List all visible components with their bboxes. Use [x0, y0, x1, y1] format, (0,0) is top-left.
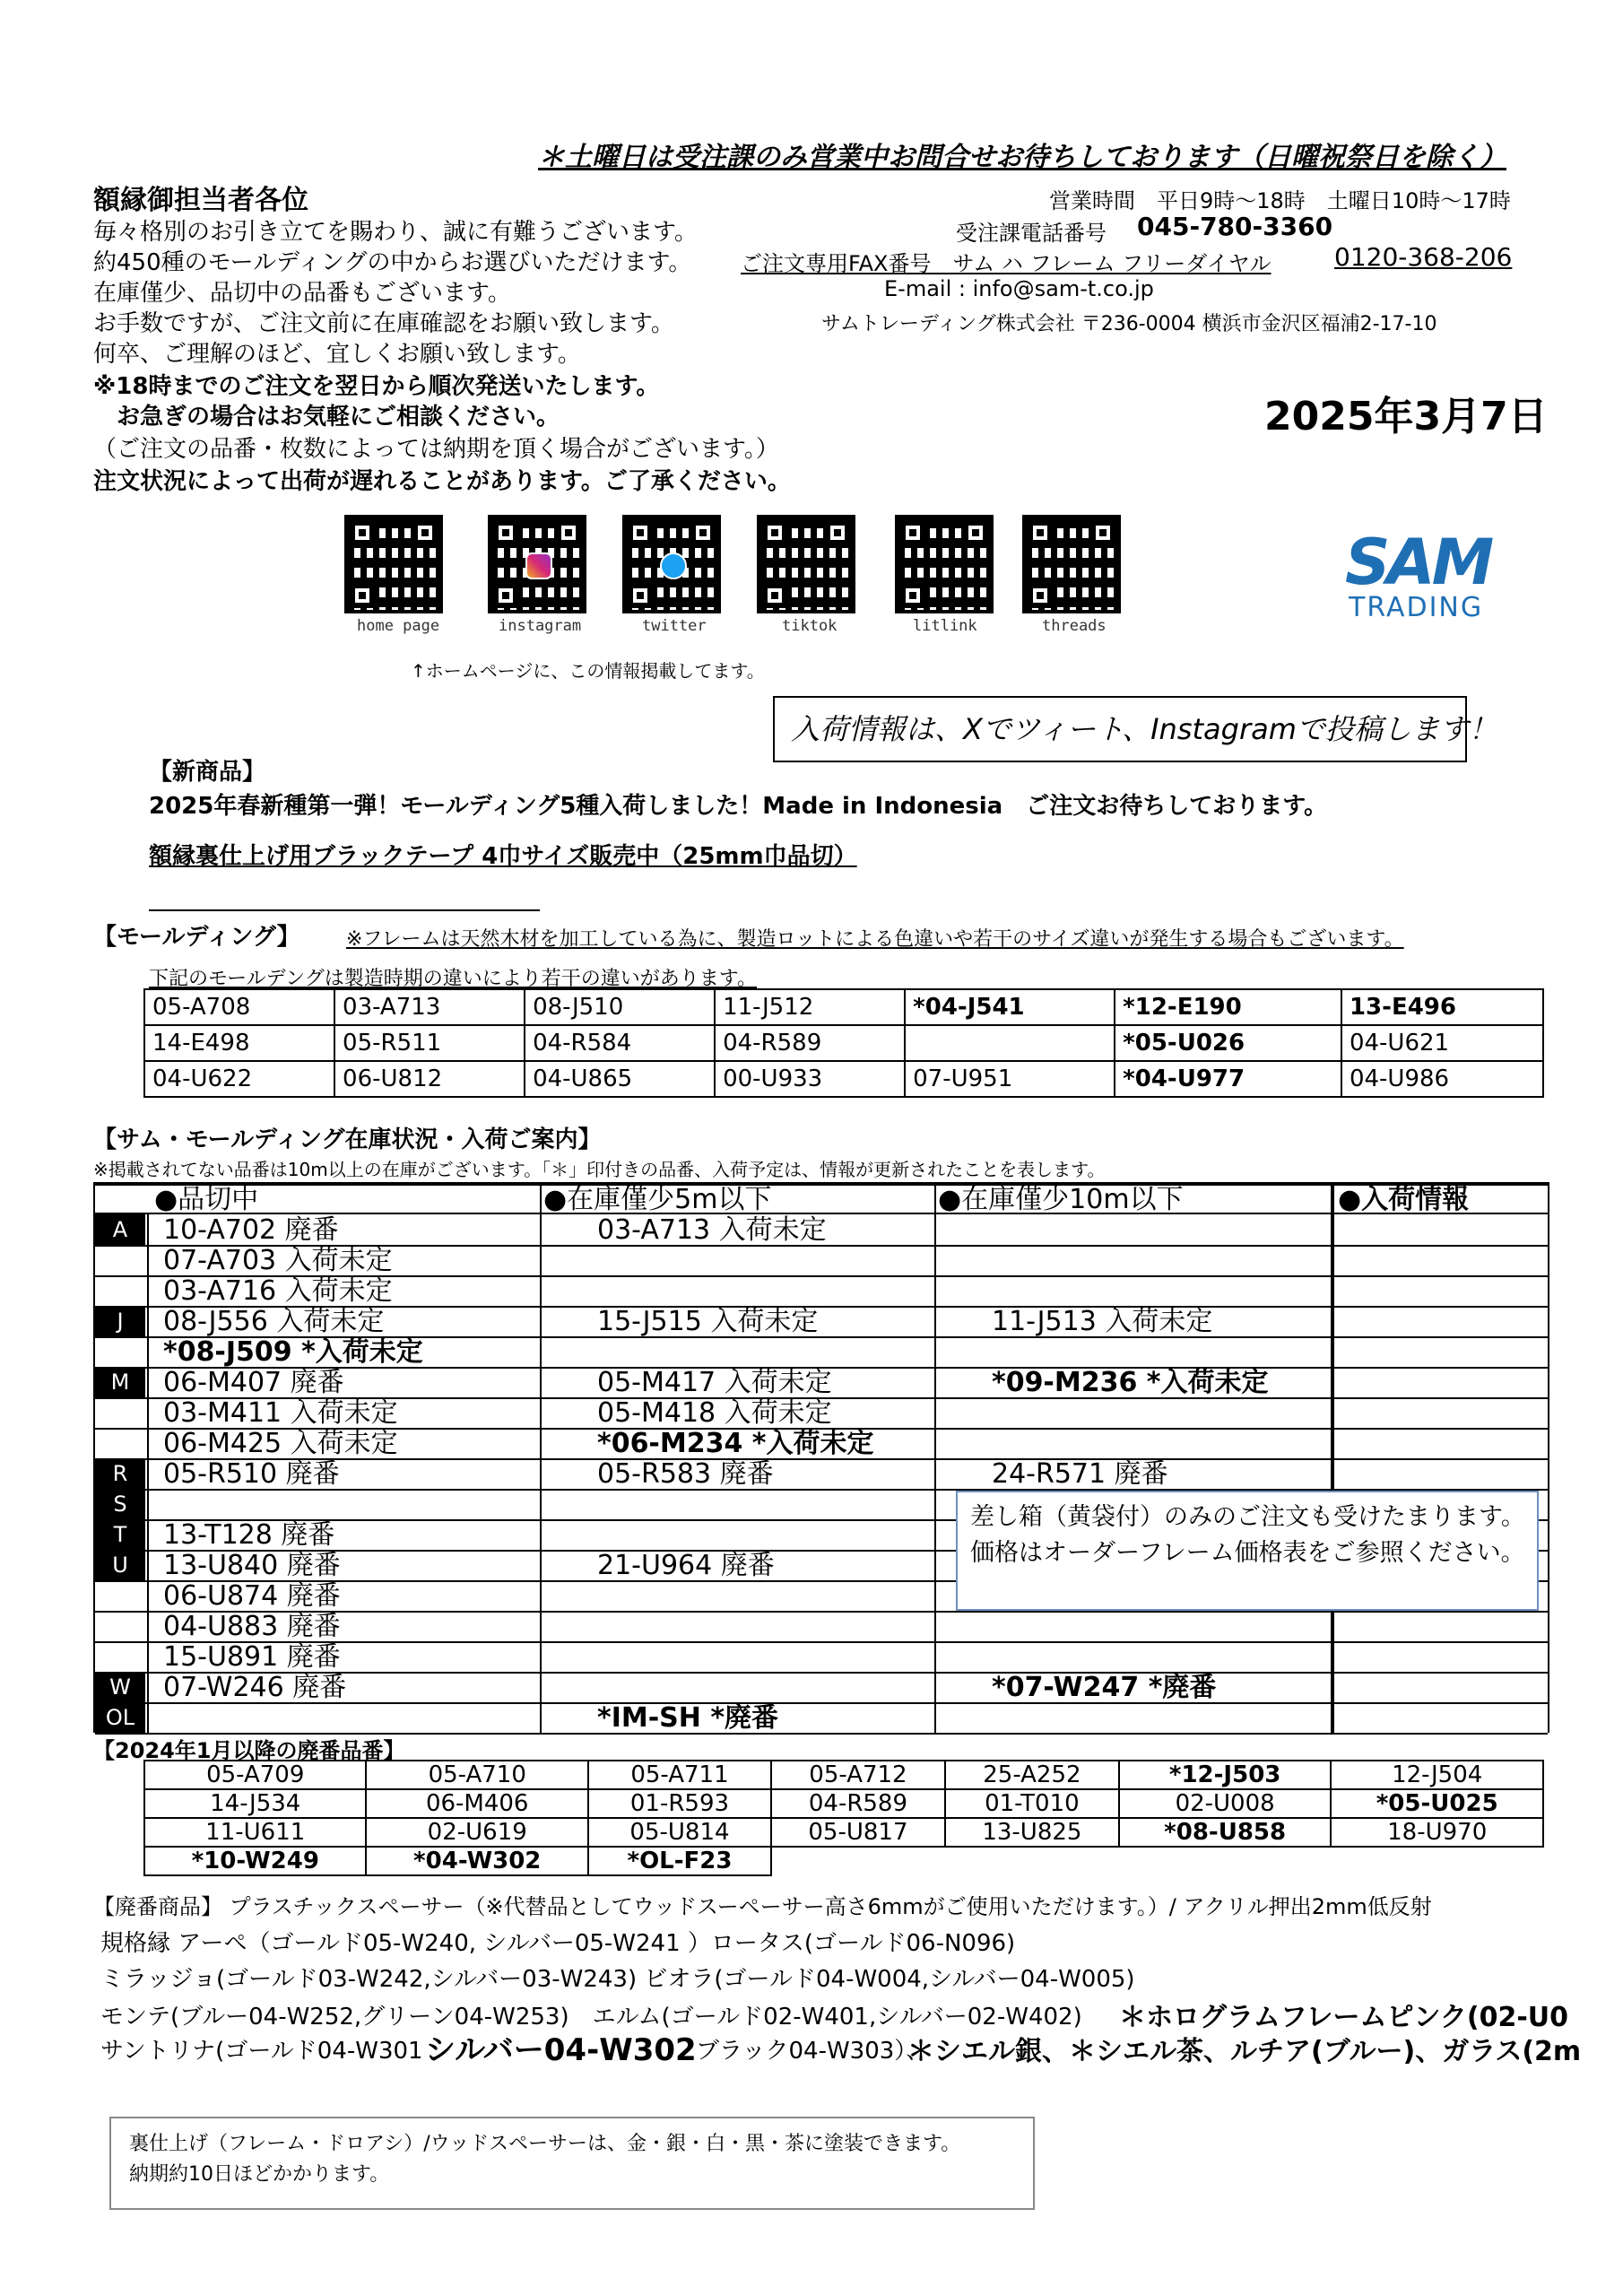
stock-note: ※掲載されてない品番は10m以上の在庫がございます。「＊」印付きの品番、入荷予定は、情報が更新されたことを表します。: [93, 1159, 1106, 1180]
table-cell: *05-U026: [1115, 1025, 1341, 1061]
stock-cell: *IM-SH *廃番: [597, 1702, 779, 1734]
table-cell: *10-W249: [144, 1847, 366, 1875]
stock-cell: 11-J513 入荷未定: [992, 1306, 1213, 1337]
new-products-title: 【新商品】: [149, 759, 266, 786]
stock-row-label: M: [95, 1367, 145, 1397]
table-cell: 04-R589: [715, 1025, 905, 1061]
stock-row: [95, 1611, 1548, 1643]
stock-row: [95, 1214, 1548, 1247]
stock-row-label: J: [95, 1306, 145, 1336]
stock-cell: 03-A716 入荷未定: [163, 1275, 393, 1307]
fax-number: 0120-368-206: [1334, 242, 1513, 272]
stock-row: [95, 1641, 1548, 1674]
table-row: [144, 989, 1543, 1025]
stock-row: [95, 1702, 1548, 1735]
table-cell: 02-U008: [1119, 1789, 1332, 1818]
greeting-title: 額縁御担当者各位: [93, 185, 308, 216]
discontinued-goods-line: サントリナ(ゴールド04-W301: [100, 2038, 423, 2065]
table-cell: 04-R589: [771, 1789, 945, 1818]
discontinued-goods-line: ミラッジョ(ゴールド03-W242,シルバー03-W243) ビオラ(ゴールド04-W004,シルバー04-W005): [100, 1966, 1135, 1993]
stock-cell: *09-M236 *入荷未定: [992, 1367, 1269, 1398]
discontinued-goods-hologram: ＊ホログラムフレームピンク(02-U0: [1119, 2002, 1569, 2033]
stock-row-label: T: [95, 1519, 145, 1550]
stock-row: [95, 1306, 1548, 1338]
body-line: お急ぎの場合はお気軽にご相談ください。: [93, 404, 560, 430]
moulding-note: ※フレームは天然木材を加工している為に、製造ロットによる色違いや若干のサイズ違いが発生する場合もございます。: [346, 928, 1404, 951]
table-cell: 05-A710: [366, 1761, 587, 1789]
table-cell: 05-R511: [334, 1025, 525, 1061]
business-hours: 営業時間 平日9時～18時 土曜日10時～17時: [1049, 188, 1511, 213]
moulding-table: [143, 988, 1544, 1098]
new-products-line: 2025年春新種第一弾！モールディング5種入荷しました！Made in Indonesia ご注文お待ちしております。: [149, 793, 1328, 820]
table-cell: 14-J534: [144, 1789, 366, 1818]
stock-row-label: A: [95, 1214, 145, 1245]
body-line: 約450種のモールディングの中からお選びいただけます。: [93, 249, 692, 276]
table-cell: 14-E498: [144, 1025, 334, 1061]
table-cell: 04-U622: [144, 1061, 334, 1097]
qr-code-threads[interactable]: [1022, 515, 1121, 613]
stock-cell: 10-A702 廃番: [163, 1214, 339, 1246]
table-cell: 18-U970: [1331, 1818, 1543, 1847]
discontinued-goods-line: 【廃番商品】 プラスチックスペーサー（※代替品としてウッドスーペーサー高さ6mmがご使用いただけます。）/ アクリル押出2mm低反射: [93, 1894, 1432, 1919]
stock-title: 【サム・モールディング在庫状況・入荷ご案内】: [93, 1126, 602, 1153]
stock-cell: 08-J556 入荷未定: [163, 1306, 385, 1337]
stock-cell: 06-M407 廃番: [163, 1367, 344, 1398]
footer-line: 納期約10日ほどかかります。: [129, 2163, 390, 2186]
table-cell: 11-J512: [715, 989, 905, 1025]
logo-trading: TRADING: [1349, 592, 1484, 623]
stock-cell: 03-A713 入荷未定: [597, 1214, 827, 1246]
body-line: 注文状況によって出荷が遅れることがあります。ご了承ください。: [93, 468, 791, 495]
stock-row-label: W: [95, 1672, 145, 1702]
table-cell: 08-J510: [525, 989, 715, 1025]
discontinued-table: [143, 1760, 1544, 1876]
table-cell: 12-J504: [1331, 1761, 1543, 1789]
discontinued-goods-silver: シルバー04-W302: [425, 2032, 697, 2068]
stock-row: [95, 1397, 1548, 1430]
table-row: [144, 1761, 1543, 1789]
stock-cell: 07-A703 入荷未定: [163, 1245, 393, 1276]
body-line: 在庫僅少、品切中の品番もございます。: [93, 280, 511, 307]
callout-box: [956, 1491, 1539, 1611]
qr-label: home page: [357, 617, 440, 635]
table-cell: 13-U825: [945, 1818, 1119, 1847]
table-cell: 05-A709: [144, 1761, 366, 1789]
footer-line: 裏仕上げ（フレーム・ドロアシ）/ウッドスペーサーは、金・銀・白・黒・茶に塗装できます。: [129, 2133, 961, 2155]
table-cell: 04-U865: [525, 1061, 715, 1097]
qr-code-litlink[interactable]: [895, 515, 994, 613]
table-cell: 00-U933: [715, 1061, 905, 1097]
table-cell: 05-A708: [144, 989, 334, 1025]
stock-cell: 24-R571 廃番: [992, 1458, 1168, 1490]
stock-cell: 04-U883 廃番: [163, 1611, 341, 1642]
table-row: [144, 1025, 1543, 1061]
table-cell: 01-R593: [588, 1789, 771, 1818]
phone-label: 受注課電話番号: [956, 221, 1107, 246]
qr-label: threads: [1042, 617, 1107, 635]
qr-label: litlink: [913, 617, 977, 635]
table-cell: [905, 1025, 1115, 1061]
discontinued-goods-line: 規格縁 アーペ（ゴールド05-W240, シルバー05-W241 ）ロータス(ゴールド06-N096): [100, 1930, 1016, 1957]
stock-cell: 13-T128 廃番: [163, 1519, 335, 1551]
table-cell: 05-U817: [771, 1818, 945, 1847]
logo-sam: SAM: [1345, 526, 1491, 599]
stock-cell: 13-U840 廃番: [163, 1550, 341, 1581]
qr-code-tiktok[interactable]: [757, 515, 855, 613]
stock-header: ●在庫僅少10m以下: [938, 1184, 1184, 1215]
moulding-sub: 下記のモールデングは製造時期の違いにより若干の違いがあります。: [149, 968, 758, 990]
table-cell: 06-U812: [334, 1061, 525, 1097]
table-cell: 25-A252: [945, 1761, 1119, 1789]
callout-line: 価格はオーダーフレーム価格表をご参照ください。: [970, 1539, 1525, 1567]
stock-header: ●入荷情報: [1338, 1184, 1470, 1215]
table-cell: 01-T010: [945, 1789, 1119, 1818]
qr-code-instagram[interactable]: [488, 515, 586, 613]
stock-cell: 05-R510 廃番: [163, 1458, 340, 1490]
stock-row: [95, 1458, 1548, 1491]
stock-cell: 06-M425 入荷未定: [163, 1428, 398, 1459]
fax-label: ご注文専用FAX番号 サム ハ フレーム フリーダイヤル: [741, 251, 1271, 276]
stock-row-label: S: [95, 1489, 145, 1519]
table-cell: *12-J503: [1119, 1761, 1332, 1789]
stock-table: [93, 1182, 1549, 1733]
moulding-title: 【モールディング】: [93, 924, 300, 951]
qr-code-homepage[interactable]: [344, 515, 443, 613]
qr-code-twitter[interactable]: [622, 515, 721, 613]
table-cell: *04-U977: [1115, 1061, 1341, 1097]
table-cell: 04-U621: [1341, 1025, 1543, 1061]
instagram-icon: [525, 552, 552, 579]
table-cell: [771, 1847, 945, 1875]
table-cell: 05-U814: [588, 1818, 771, 1847]
stock-cell: 15-J515 入荷未定: [597, 1306, 819, 1337]
table-cell: [945, 1847, 1119, 1875]
stock-cell: *06-M234 *入荷未定: [597, 1428, 874, 1459]
qr-label: instagram: [499, 617, 582, 635]
table-cell: 05-A711: [588, 1761, 771, 1789]
table-row: [144, 1847, 1543, 1875]
homepage-note: ↑ホームページに、この情報掲載してます。: [411, 660, 765, 682]
callout-line: 差し箱（黄袋付）のみのご注文も受けたまります。: [970, 1503, 1525, 1531]
table-cell: 11-U611: [144, 1818, 366, 1847]
table-cell: 02-U619: [366, 1818, 587, 1847]
table-cell: 04-R584: [525, 1025, 715, 1061]
stock-row: [95, 1275, 1548, 1308]
date: 2025年3月7日: [1264, 394, 1548, 439]
divider: [149, 909, 540, 911]
stock-cell: 15-U891 廃番: [163, 1641, 341, 1673]
table-cell: 03-A713: [334, 989, 525, 1025]
table-cell: *04-J541: [905, 989, 1115, 1025]
table-cell: *08-U858: [1119, 1818, 1332, 1847]
saturday-notice: ＊土曜日は受注課のみ営業中お問合せお待ちしております（日曜祝祭日を除く）: [538, 142, 1506, 173]
sns-notice-box: 入荷情報は、Xでツィート、Instagramで投稿します！: [773, 696, 1467, 762]
body-line: ※18時までのご注文を翌日から順次発送いたします。: [93, 373, 660, 400]
qr-label: twitter: [642, 617, 707, 635]
body-line: お手数ですが、ご注文前に在庫確認をお願い致します。: [93, 310, 674, 337]
stock-cell: 07-W246 廃番: [163, 1672, 347, 1703]
qr-label: tiktok: [782, 617, 838, 635]
stock-cell: 05-M417 入荷未定: [597, 1367, 832, 1398]
table-cell: *05-U025: [1331, 1789, 1543, 1818]
stock-header: ●品切中: [154, 1184, 259, 1215]
table-cell: *OL-F23: [588, 1847, 771, 1875]
table-cell: 07-U951: [905, 1061, 1115, 1097]
email[interactable]: E-mail : info@sam-t.co.jp: [884, 276, 1154, 301]
stock-cell: *07-W247 *廃番: [992, 1672, 1217, 1703]
stock-header-row: [95, 1186, 1548, 1214]
stock-cell: 03-M411 入荷未定: [163, 1397, 398, 1429]
table-cell: 13-E496: [1341, 989, 1543, 1025]
table-cell: 05-A712: [771, 1761, 945, 1789]
body-line: （ご注文の品番・枚数によっては納期を頂く場合がございます。）: [93, 436, 779, 463]
table-cell: 04-U986: [1341, 1061, 1543, 1097]
table-cell: [1119, 1847, 1332, 1875]
stock-cell: 06-U874 廃番: [163, 1580, 341, 1612]
table-row: [144, 1061, 1543, 1097]
discontinued-goods-line: ＊シエル銀、＊シエル茶、ルチア(ブルー)、ガラス(2m: [907, 2036, 1582, 2067]
stock-cell: *08-J509 *入荷未定: [163, 1336, 423, 1368]
stock-row: [95, 1367, 1548, 1399]
discontinued-goods-line: モンテ(ブルー04-W252,グリーン04-W253) エルム(ゴールド02-W401,シルバー02-W402): [100, 2004, 1082, 2031]
discontinued-goods-line: ブラック04-W303）、: [696, 2038, 930, 2065]
stock-row-label: OL: [95, 1702, 145, 1733]
stock-row: [95, 1428, 1548, 1460]
body-line: 何卒、ご理解のほど、宜しくお願い致します。: [93, 341, 581, 368]
table-row: [144, 1789, 1543, 1818]
stock-cell: 05-M418 入荷未定: [597, 1397, 832, 1429]
stock-cell: 21-U964 廃番: [597, 1550, 775, 1581]
stock-row-label: R: [95, 1458, 145, 1489]
stock-row-label: U: [95, 1550, 145, 1580]
table-cell: [1331, 1847, 1543, 1875]
table-cell: *04-W302: [366, 1847, 587, 1875]
stock-cell: 05-R583 廃番: [597, 1458, 774, 1490]
table-cell: *12-E190: [1115, 989, 1341, 1025]
table-row: [144, 1818, 1543, 1847]
phone-number: 045-780-3360: [1137, 212, 1333, 241]
body-line: 毎々格別のお引き立てを賜わり、誠に有難うございます。: [93, 219, 698, 246]
company-address: サムトレーディング株式会社 〒236-0004 横浜市金沢区福浦2-17-10: [821, 313, 1437, 335]
stock-header: ●在庫僅少5m以下: [543, 1184, 772, 1215]
table-cell: 06-M406: [366, 1789, 587, 1818]
twitter-icon: [660, 552, 687, 579]
stock-row: [95, 1672, 1548, 1704]
discontinued-title: 【2024年1月以降の廃番品番】: [93, 1738, 405, 1763]
footer-note-box: [109, 2117, 1035, 2210]
stock-row: [95, 1336, 1548, 1369]
new-products-tape: 額縁裏仕上げ用ブラックテープ 4巾サイズ販売中（25mm巾品切）: [149, 843, 857, 870]
stock-row: [95, 1245, 1548, 1277]
